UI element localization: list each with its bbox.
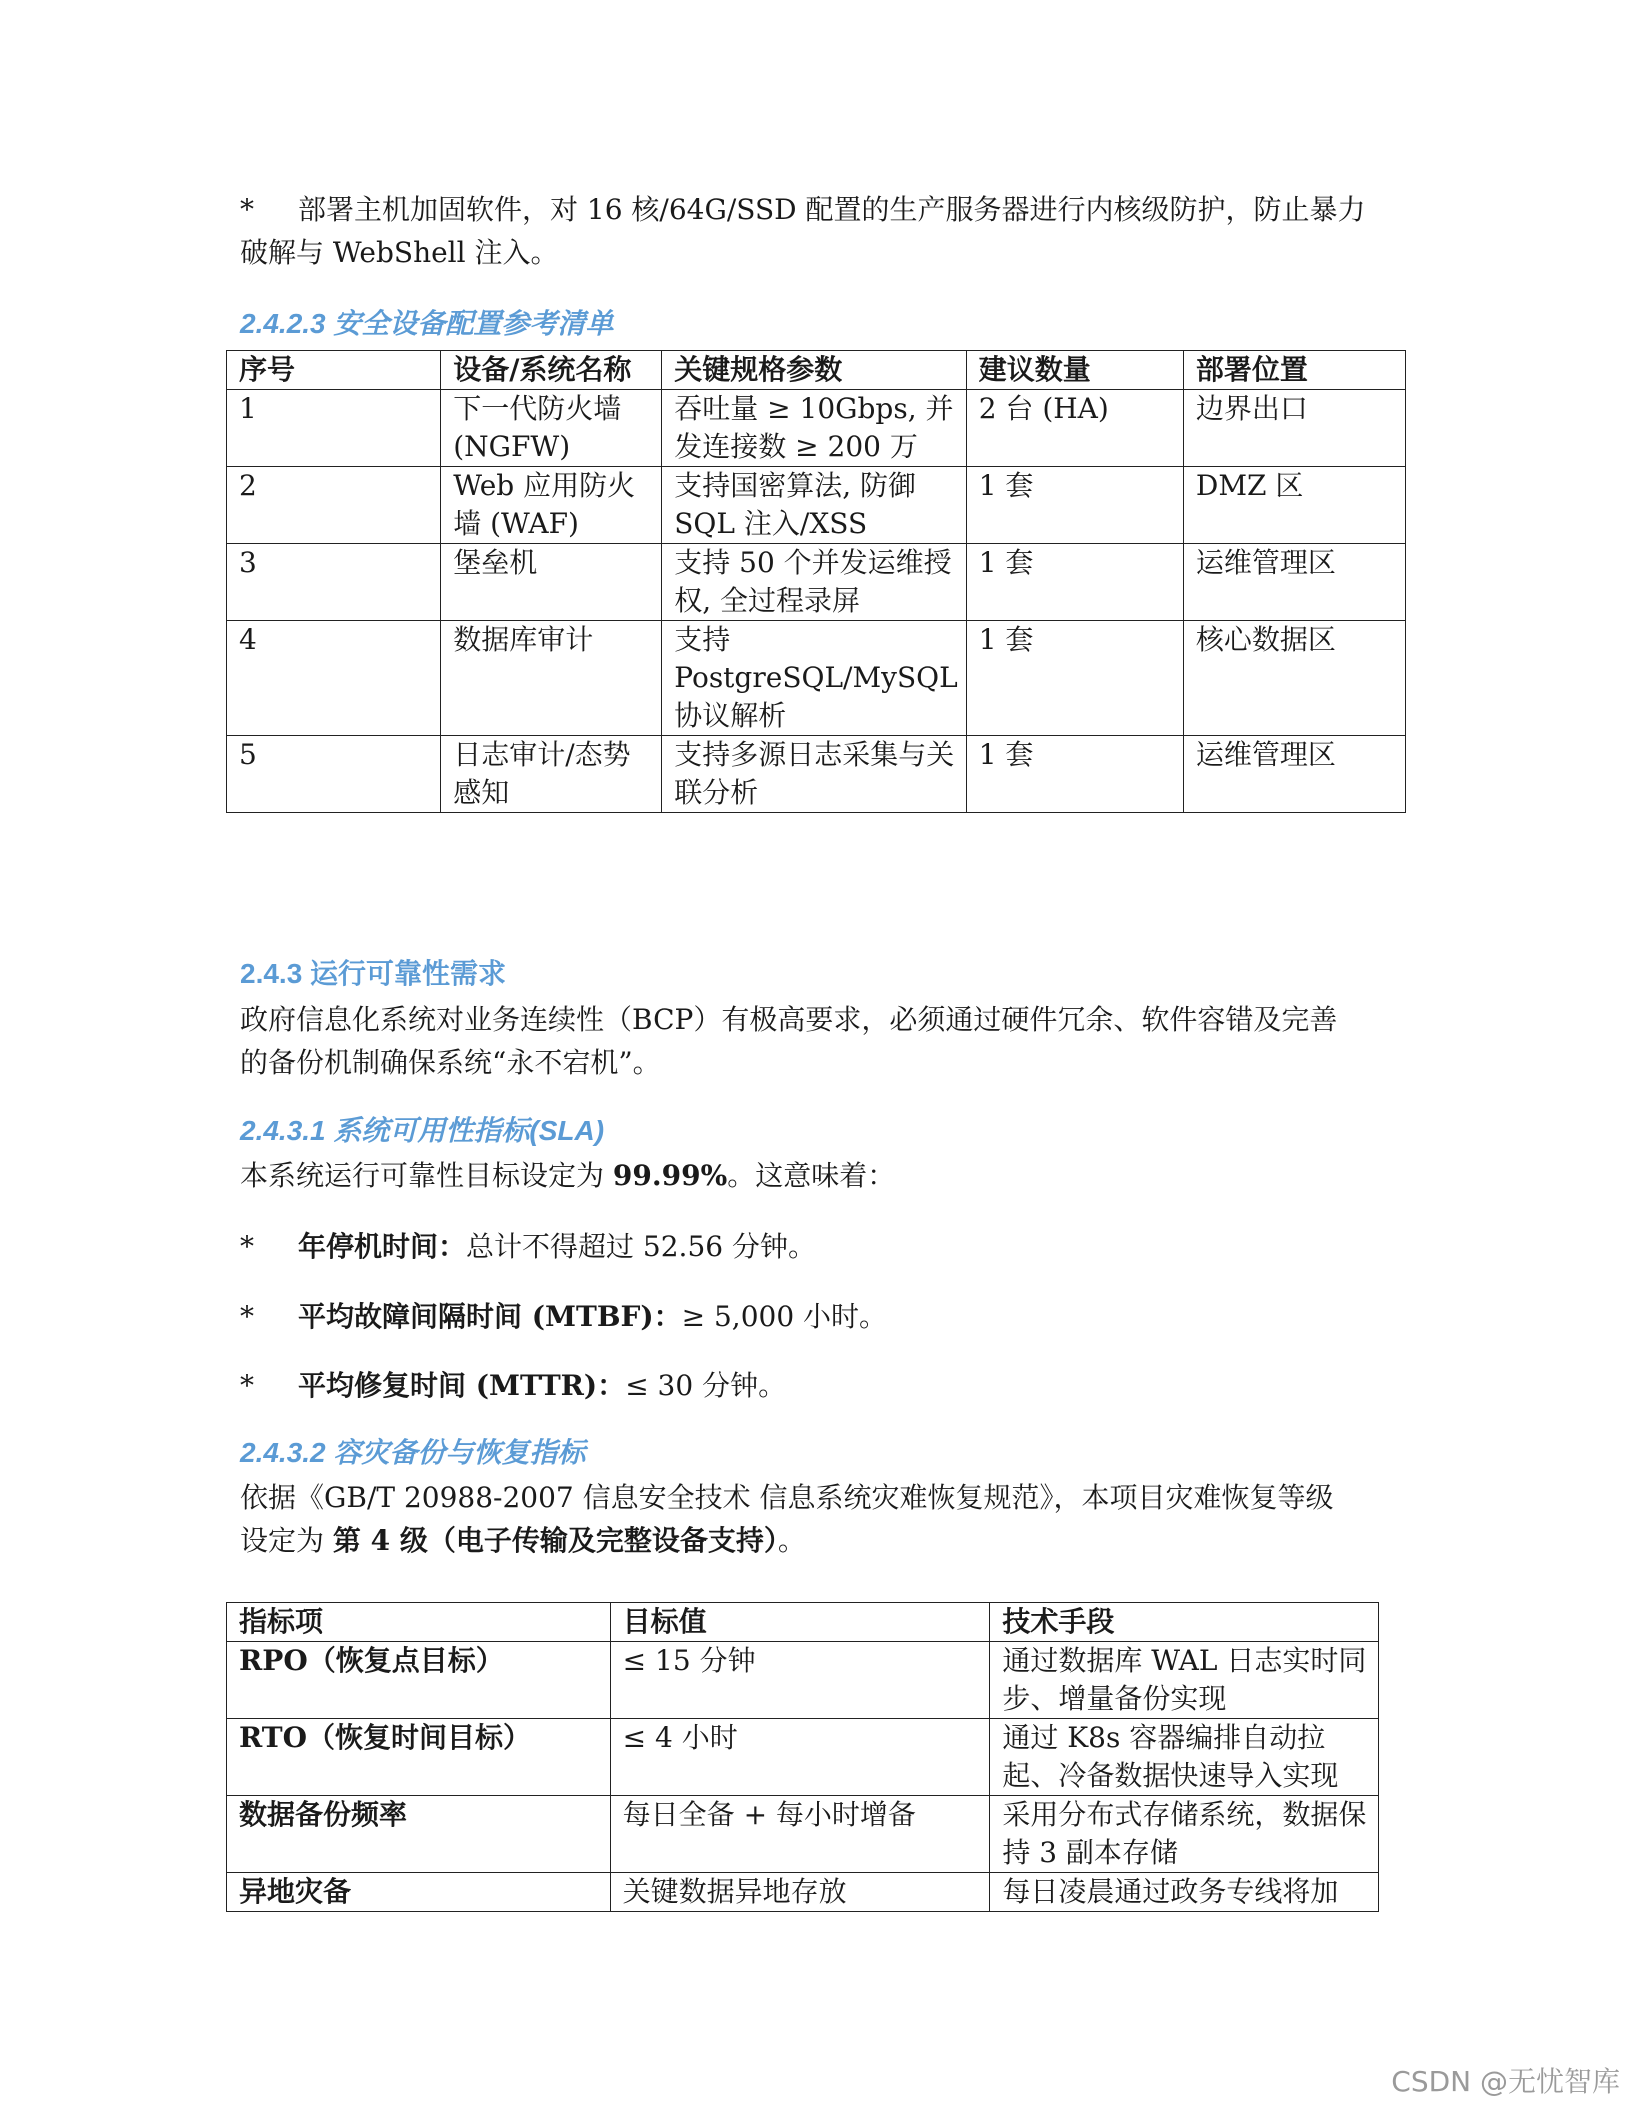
sla-bullet	[240, 1364, 1390, 1407]
cell: 运维管理区	[1183, 736, 1405, 813]
cell: ≤ 4 小时	[610, 1719, 990, 1796]
table-row	[227, 1642, 1379, 1719]
section-2432-line-2-suffix: 。	[777, 1524, 806, 1557]
cell: 数据备份频率	[227, 1796, 611, 1873]
section-243-line-2: 的备份机制确保系统“永不宕机”。	[240, 1046, 661, 1079]
section-heading-2432: 2.4.3.2 容灾备份与恢复指标	[240, 1437, 586, 1468]
section-heading-2423: 2.4.2.3 安全设备配置参考清单	[240, 308, 614, 339]
section-243-line-1: 政府信息化系统对业务连续性（BCP）有极高要求，必须通过硬件冗余、软件容错及完善	[240, 1003, 1338, 1036]
table-row	[227, 621, 1406, 736]
intro-line-1: 部署主机加固软件，对 16 核/64G/SSD 配置的生产服务器进行内核级防护，防止暴力	[298, 193, 1366, 226]
cell: 运维管理区	[1183, 544, 1405, 621]
cell: ≤ 15 分钟	[610, 1642, 990, 1719]
cell: 1 套	[966, 621, 1183, 736]
col-header-method: 技术手段	[990, 1603, 1379, 1642]
cell: 支持 50 个并发运维授权, 全过程录屏	[662, 544, 966, 621]
sla-bullet-label: 年停机时间：	[298, 1230, 467, 1263]
disaster-recovery-table	[226, 1602, 1379, 1912]
bullet-star: *	[240, 1369, 254, 1402]
table-header-row	[227, 1603, 1379, 1642]
sla-intro	[240, 1154, 1390, 1197]
section-2432-line-2	[240, 1519, 1390, 1562]
cell: 3	[227, 544, 441, 621]
intro-bullet	[240, 188, 1390, 231]
table-row	[227, 467, 1406, 544]
cell: 1 套	[966, 467, 1183, 544]
sla-bullet-label: 平均故障间隔时间 (MTBF)：	[298, 1300, 682, 1333]
cell: 4	[227, 621, 441, 736]
table-row	[227, 390, 1406, 467]
cell: 2 台 (HA)	[966, 390, 1183, 467]
sla-intro-suffix: 。这意味着：	[727, 1159, 896, 1192]
col-header-quantity: 建议数量	[966, 351, 1183, 390]
recovery-level: 第 4 级（电子传输及完整设备支持）	[332, 1524, 778, 1557]
section-2432-line-1: 依据《GB/T 20988-2007 信息安全技术 信息系统灾难恢复规范》，本项目灾难恢复等级	[240, 1481, 1334, 1514]
cell: 采用分布式存储系统，数据保持 3 副本存储	[990, 1796, 1379, 1873]
section-2432-line-2-prefix: 设定为	[240, 1524, 333, 1557]
cell: 日志审计/态势感知	[441, 736, 662, 813]
table-row	[227, 1796, 1379, 1873]
cell: 边界出口	[1183, 390, 1405, 467]
col-header-metric: 指标项	[227, 1603, 611, 1642]
section-heading-2431: 2.4.3.1 系统可用性指标(SLA)	[240, 1115, 605, 1146]
cell: 关键数据异地存放	[610, 1873, 990, 1912]
cell: RPO（恢复点目标）	[227, 1642, 611, 1719]
cell: 核心数据区	[1183, 621, 1405, 736]
col-header-device: 设备/系统名称	[441, 351, 662, 390]
cell: 支持国密算法, 防御 SQL 注入/XSS	[662, 467, 966, 544]
sla-intro-prefix: 本系统运行可靠性目标设定为	[240, 1159, 613, 1192]
table-row	[227, 736, 1406, 813]
sla-bullet-text: ≥ 5,000 小时。	[681, 1300, 888, 1333]
cell: 2	[227, 467, 441, 544]
cell: Web 应用防火墙 (WAF)	[441, 467, 662, 544]
table-row	[227, 1873, 1379, 1912]
sla-intro-value: 99.99%	[612, 1159, 728, 1192]
cell: 1	[227, 390, 441, 467]
cell: 每日全备 + 每小时增备	[610, 1796, 990, 1873]
cell: 堡垒机	[441, 544, 662, 621]
cell: 支持 PostgreSQL/MySQL 协议解析	[662, 621, 966, 736]
col-header-index: 序号	[227, 351, 441, 390]
table-header-row	[227, 351, 1406, 390]
bullet-star: *	[240, 193, 254, 226]
bullet-star: *	[240, 1300, 254, 1333]
col-header-spec: 关键规格参数	[662, 351, 966, 390]
cell: 数据库审计	[441, 621, 662, 736]
sla-bullet	[240, 1295, 1390, 1338]
cell: 通过数据库 WAL 日志实时同步、增量备份实现	[990, 1642, 1379, 1719]
table-row	[227, 544, 1406, 621]
bullet-star: *	[240, 1230, 254, 1263]
cell: 通过 K8s 容器编排自动拉起、冷备数据快速导入实现	[990, 1719, 1379, 1796]
sla-bullet-text: ≤ 30 分钟。	[625, 1369, 787, 1402]
intro-line-2: 破解与 WebShell 注入。	[240, 236, 559, 269]
col-header-location: 部署位置	[1183, 351, 1405, 390]
cell: DMZ 区	[1183, 467, 1405, 544]
table-row	[227, 1719, 1379, 1796]
security-device-table	[226, 350, 1406, 813]
cell: 1 套	[966, 736, 1183, 813]
cell: 支持多源日志采集与关联分析	[662, 736, 966, 813]
sla-bullet	[240, 1225, 1390, 1268]
cell: 每日凌晨通过政务专线将加	[990, 1873, 1379, 1912]
cell: 吞吐量 ≥ 10Gbps, 并发连接数 ≥ 200 万	[662, 390, 966, 467]
watermark: CSDN @无忧智库	[1391, 2065, 1620, 2098]
section-heading-243: 2.4.3 运行可靠性需求	[240, 958, 507, 989]
cell: 下一代防火墙 (NGFW)	[441, 390, 662, 467]
cell: 异地灾备	[227, 1873, 611, 1912]
sla-bullet-label: 平均修复时间 (MTTR)：	[298, 1369, 626, 1402]
sla-bullet-text: 总计不得超过 52.56 分钟。	[466, 1230, 816, 1263]
cell: 1 套	[966, 544, 1183, 621]
col-header-target: 目标值	[610, 1603, 990, 1642]
cell: 5	[227, 736, 441, 813]
cell: RTO（恢复时间目标）	[227, 1719, 611, 1796]
